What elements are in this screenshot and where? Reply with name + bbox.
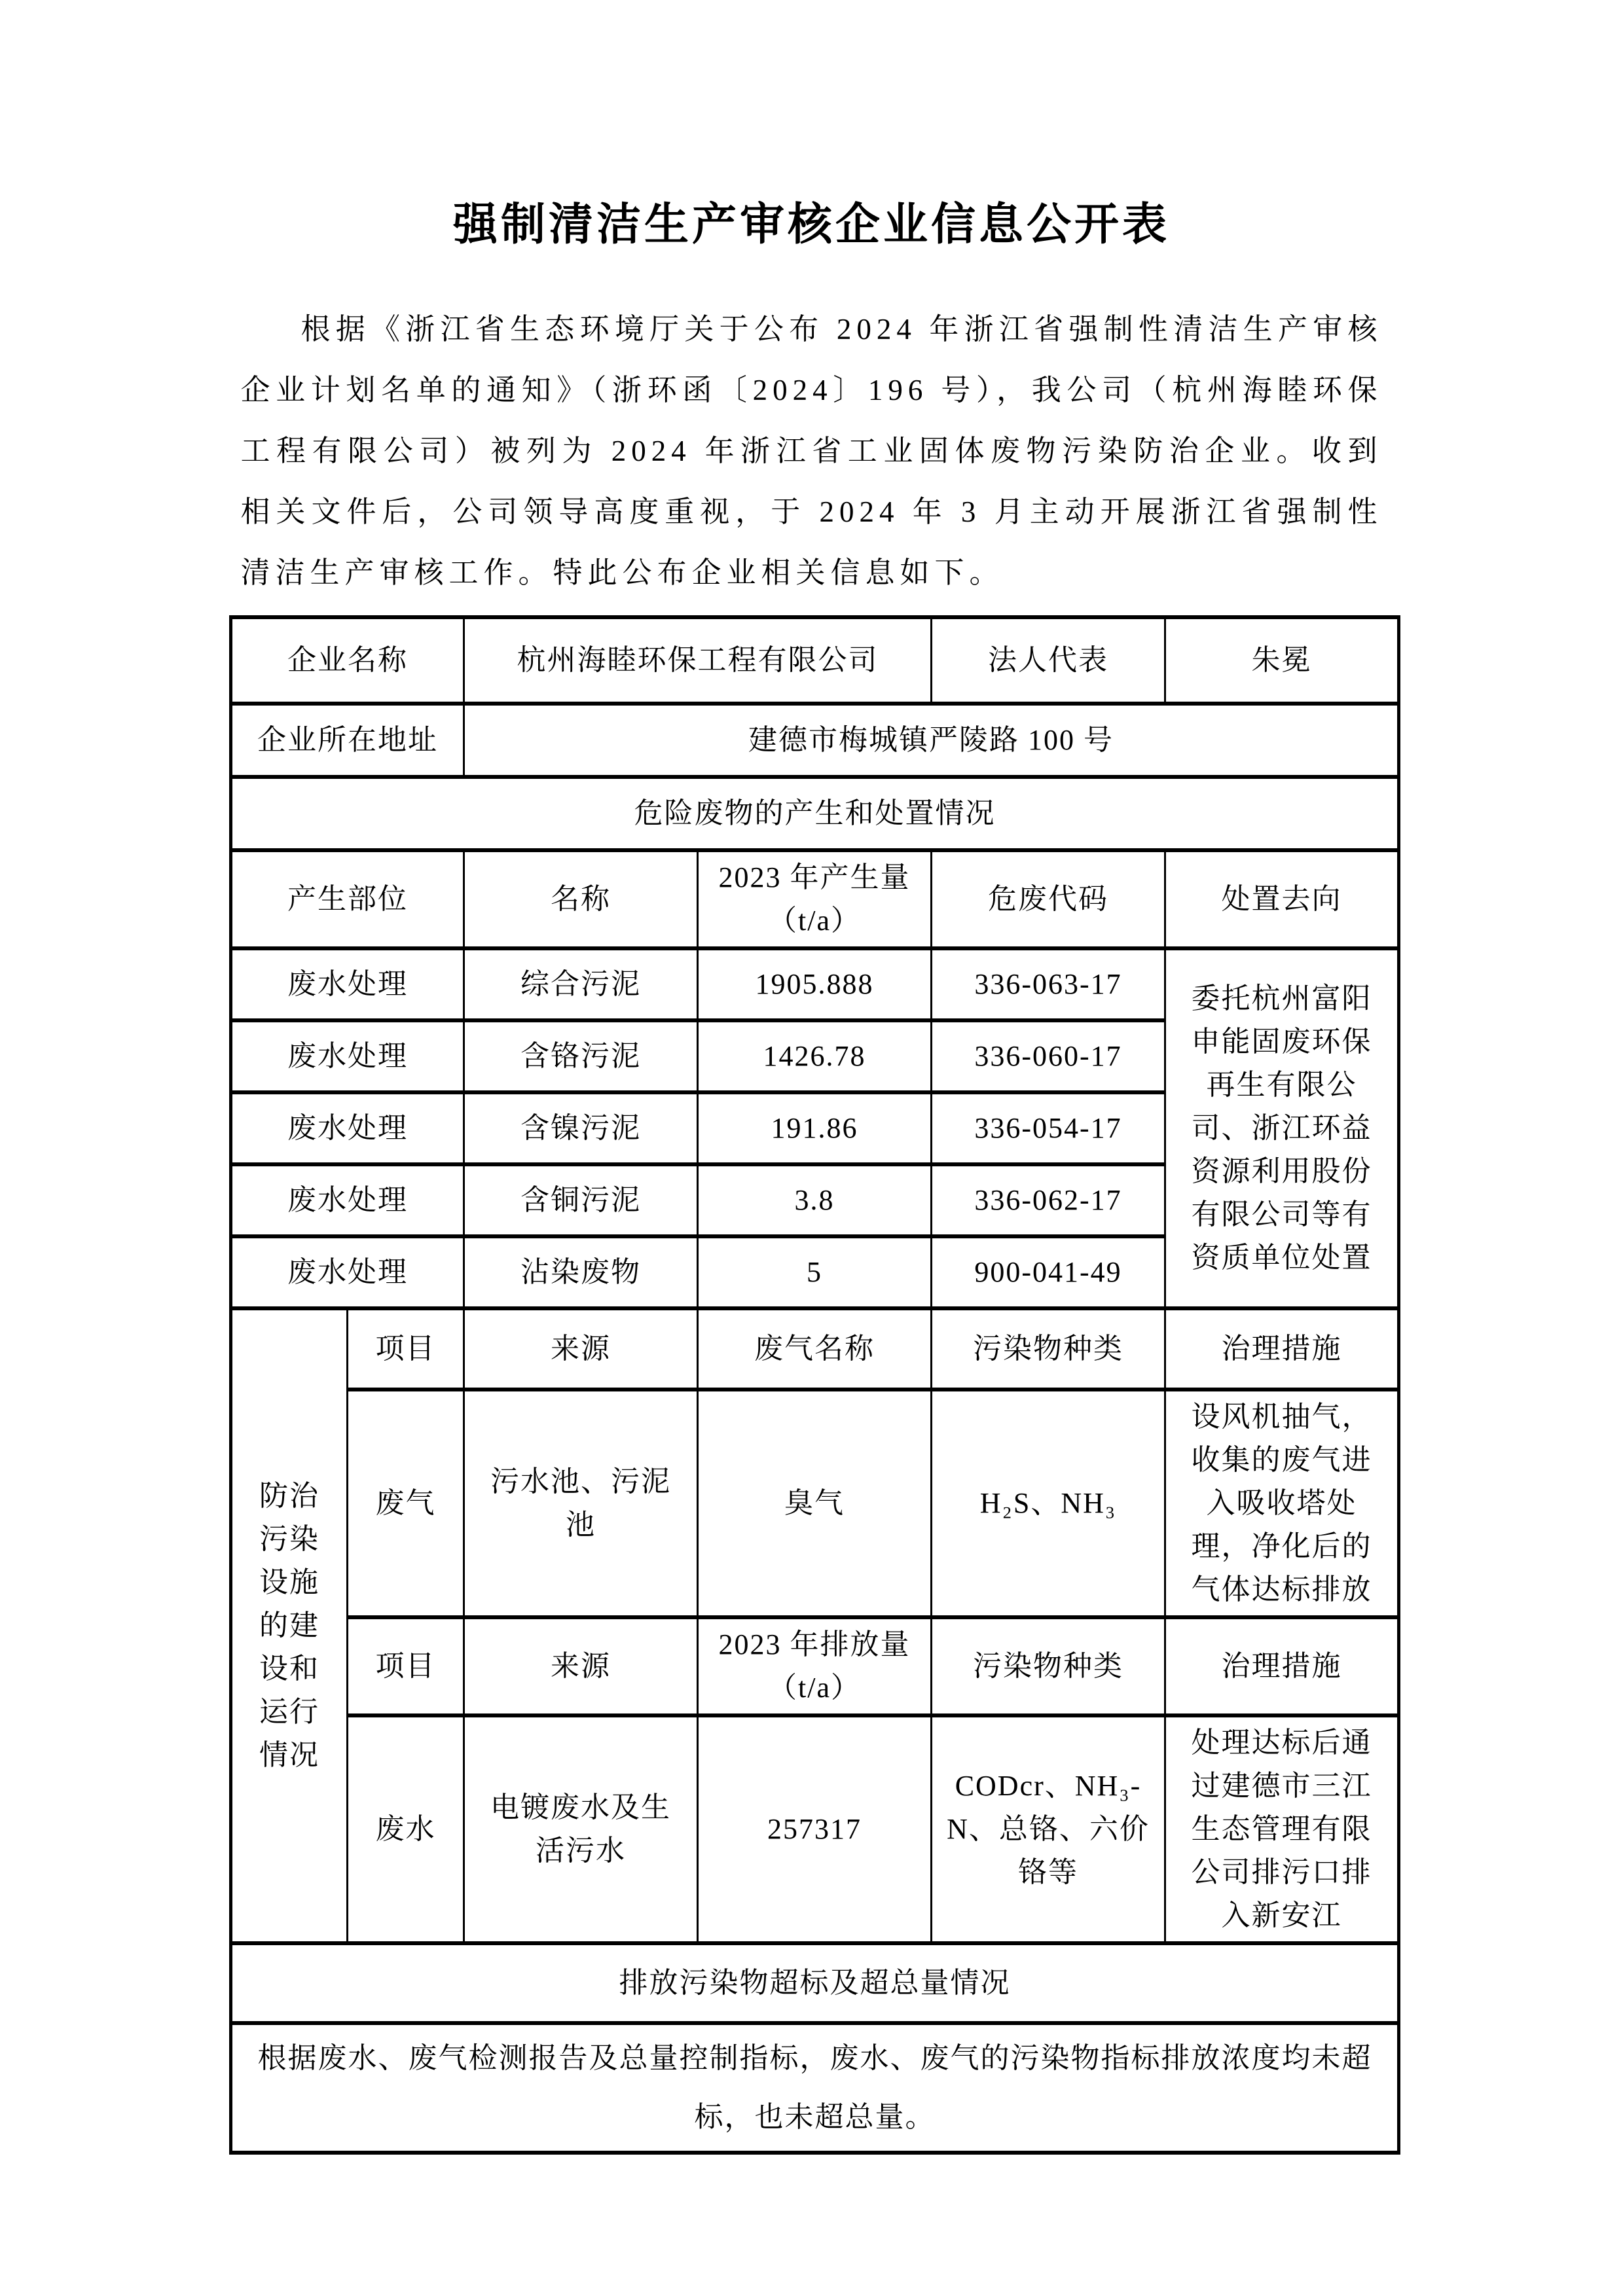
section-row: [231, 777, 1399, 850]
water-item-cell: 废水: [348, 1715, 464, 1943]
column-header: 处置去向: [1165, 850, 1399, 948]
pollution-control-section-label: 防治污染设施的建设和运行情况: [231, 1308, 348, 1943]
waste-source-cell: 废水处理: [231, 1092, 464, 1164]
gas-pollutants-cell: H₂S、NH₃: [932, 1390, 1165, 1617]
column-header: 来源: [464, 1308, 698, 1390]
column-header: 污染物种类: [932, 1617, 1165, 1715]
water-treatment-cell: 处理达标后通过建德市三江生态管理有限公司排污口排入新安江: [1165, 1715, 1399, 1943]
water-pollutants-cell: CODcr、NH₃-N、总铬、六价铬等: [932, 1715, 1165, 1943]
column-header: 污染物种类: [932, 1308, 1165, 1390]
waste-source-cell: 废水处理: [231, 948, 464, 1020]
gas-item-cell: 废气: [348, 1390, 464, 1617]
waste-amount-cell: 3.8: [698, 1164, 932, 1236]
waste-code-cell: 336-063-17: [932, 948, 1165, 1020]
gas-name-cell: 臭气: [698, 1390, 932, 1617]
waste-amount-cell: 191.86: [698, 1092, 932, 1164]
exceedance-section-title: 排放污染物超标及超总量情况: [231, 1943, 1399, 2023]
column-header: 项目: [348, 1308, 464, 1390]
column-header: 产生部位: [231, 850, 464, 948]
column-header: 名称: [464, 850, 698, 948]
exceedance-statement: 根据废水、废气检测报告及总量控制指标，废水、废气的污染物指标排放浓度均未超标，也未超总量。: [231, 2023, 1399, 2153]
gas-treatment-cell: 设风机抽气，收集的废气进入吸收塔处理，净化后的气体达标排放: [1165, 1390, 1399, 1617]
water-header-row: [231, 1617, 1399, 1715]
column-header: 危废代码: [932, 850, 1165, 948]
hazardous-waste-header-row: [231, 850, 1399, 948]
legal-rep-label: 法人代表: [932, 617, 1165, 704]
waste-name-cell: 含铜污泥: [464, 1164, 698, 1236]
waste-code-cell: 336-062-17: [932, 1164, 1165, 1236]
address-label: 企业所在地址: [231, 704, 464, 777]
waste-code-cell: 336-060-17: [932, 1020, 1165, 1092]
water-amount-cell: 257317: [698, 1715, 932, 1943]
address-value: 建德市梅城镇严陵路 100 号: [464, 704, 1399, 777]
page-title: 强制清洁生产审核企业信息公开表: [452, 200, 1170, 249]
column-header: 2023 年产生量（t/a）: [698, 850, 932, 948]
table-row: [231, 948, 1399, 1020]
company-name-label: 企业名称: [231, 617, 464, 704]
column-header: 项目: [348, 1617, 464, 1715]
intro-paragraph: 根据《浙江省生态环境厅关于公布 2024 年浙江省强制性清洁生产审核企业计划名单的通知》（浙环函〔2024〕196 号），我公司（杭州海睦环保工程有限公司）被列为 2024 年浙江省工业固体废物污染防治企业。收到相关文件后，公司领导高度重视，于 2024 年 3 月主动开展浙江省强制性清洁生产审核工作。特此公布企业相关信息如下。: [240, 312, 1383, 589]
table-row: [231, 617, 1399, 704]
table-row: [231, 704, 1399, 777]
waste-amount-cell: 1426.78: [698, 1020, 932, 1092]
company-name-value: 杭州海睦环保工程有限公司: [464, 617, 932, 704]
section-row: [231, 1943, 1399, 2023]
waste-code-cell: 336-054-17: [932, 1092, 1165, 1164]
disclosure-table: [229, 615, 1400, 2155]
waste-source-cell: 废水处理: [231, 1164, 464, 1236]
legal-rep-value: 朱冕: [1165, 617, 1399, 704]
waste-amount-cell: 1905.888: [698, 948, 932, 1020]
waste-disposal-cell: 委托杭州富阳申能固废环保再生有限公司、浙江环益资源利用股份有限公司等有资质单位处置: [1165, 948, 1399, 1308]
waste-name-cell: 综合污泥: [464, 948, 698, 1020]
gas-data-row: [231, 1390, 1399, 1617]
waste-code-cell: 900-041-49: [932, 1236, 1165, 1308]
column-header: 治理措施: [1165, 1617, 1399, 1715]
gas-source-cell: 污水池、污泥池: [464, 1390, 698, 1617]
waste-amount-cell: 5: [698, 1236, 932, 1308]
hazardous-waste-section-title: 危险废物的产生和处置情况: [231, 777, 1399, 850]
waste-source-cell: 废水处理: [231, 1020, 464, 1092]
column-header: 治理措施: [1165, 1308, 1399, 1390]
column-header: 来源: [464, 1617, 698, 1715]
column-header: 废气名称: [698, 1308, 932, 1390]
column-header: 2023 年排放量（t/a）: [698, 1617, 932, 1715]
gas-header-row: [231, 1308, 1399, 1390]
waste-name-cell: 沾染废物: [464, 1236, 698, 1308]
waste-name-cell: 含镍污泥: [464, 1092, 698, 1164]
waste-name-cell: 含铬污泥: [464, 1020, 698, 1092]
table-row: [231, 2023, 1399, 2153]
water-data-row: [231, 1715, 1399, 1943]
waste-source-cell: 废水处理: [231, 1236, 464, 1308]
water-source-cell: 电镀废水及生活污水: [464, 1715, 698, 1943]
